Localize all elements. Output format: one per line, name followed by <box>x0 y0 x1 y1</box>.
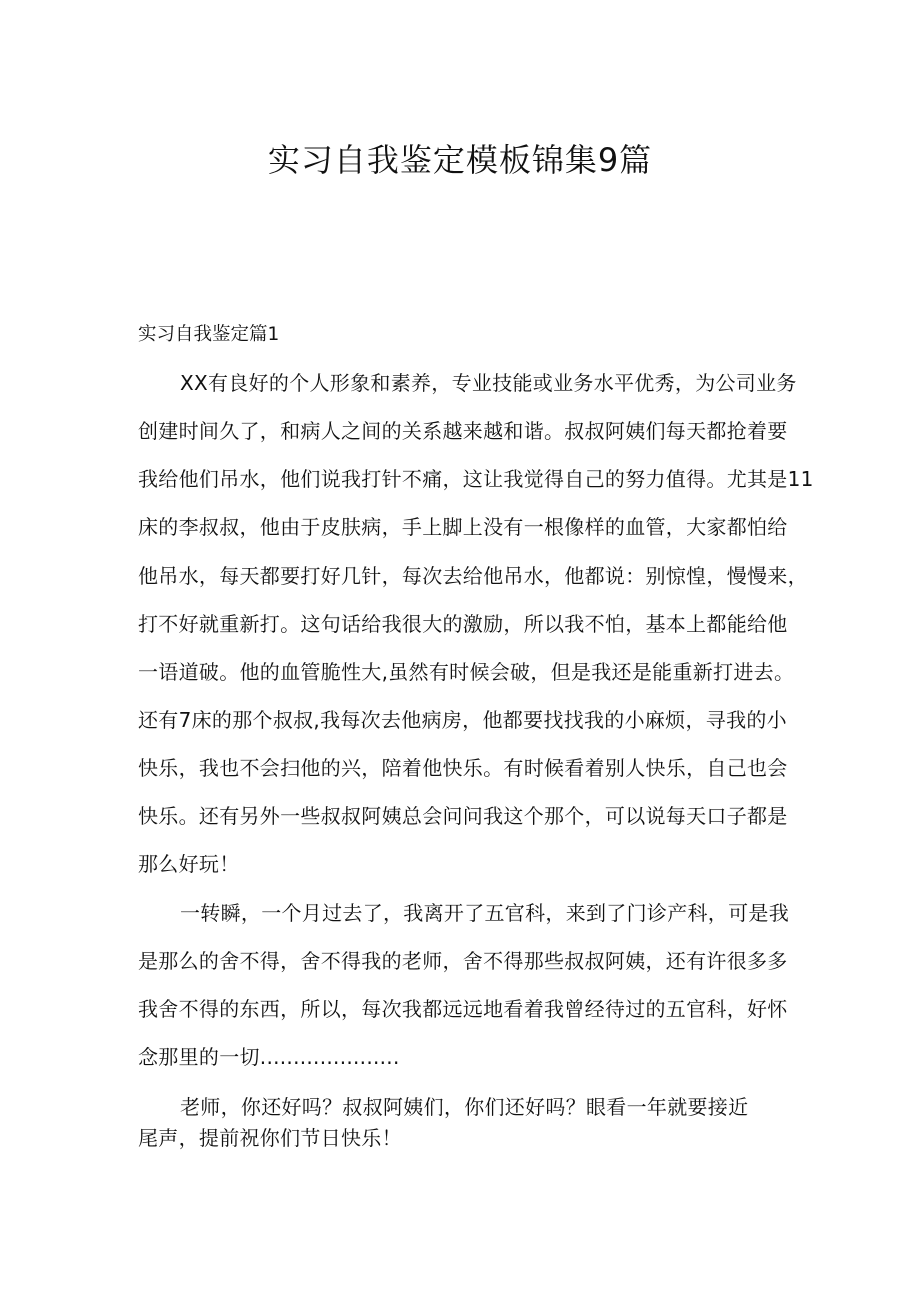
paragraph-2-line: 一转瞬，一个月过去了，我离开了五官科，来到了门诊产科，可是我 <box>180 901 789 925</box>
paragraph-1-line: 创建时间久了，和病人之间的关系越来越和谐。叔叔阿姨们每天都抢着要 <box>138 419 788 443</box>
document-title: 实习自我鉴定模板锦集9篇 <box>267 141 653 179</box>
paragraph-1-line: 床的李叔叔，他由于皮肤病，手上脚上没有一根像样的血管，大家都怕给 <box>138 515 788 539</box>
paragraph-1-line: 我给他们吊水，他们说我打针不痛，这让我觉得自己的努力值得。尤其是11 <box>138 467 814 491</box>
paragraph-1-line: 一语道破。他的血管脆性大,虽然有时候会破，但是我还是能重新打进去。 <box>138 660 795 684</box>
paragraph-1-line: 快乐。还有另外一些叔叔阿姨总会问问我这个那个，可以说每天口子都是 <box>138 804 788 828</box>
paragraph-1-line: 那么好玩！ <box>138 852 240 876</box>
paragraph-1-line: 打不好就重新打。这句话给我很大的激励，所以我不怕，基本上都能给他 <box>138 612 788 636</box>
paragraph-1-line: 快乐，我也不会扫他的兴，陪着他快乐。有时候看着别人快乐，自己也会 <box>138 756 788 780</box>
paragraph-3-line: 尾声，提前祝你们节日快乐！ <box>138 1126 402 1150</box>
paragraph-2-line: 念那里的一切..................... <box>138 1045 400 1069</box>
paragraph-1-line: XX有良好的个人形象和素养，专业技能或业务水平优秀，为公司业务 <box>180 371 797 395</box>
paragraph-3-line: 老师，你还好吗？叔叔阿姨们，你们还好吗？眼看一年就要接近 <box>180 1095 749 1119</box>
paragraph-2-line: 我舍不得的东西，所以，每次我都远远地看着我曾经待过的五官科，好怀 <box>138 997 788 1021</box>
section-heading: 实习自我鉴定篇1 <box>138 324 280 345</box>
paragraph-2-line: 是那么的舍不得，舍不得我的老师，舍不得那些叔叔阿姨，还有许很多多 <box>138 949 788 973</box>
paragraph-1-line: 还有7床的那个叔叔,我每次去他病房，他都要找找我的小麻烦，寻我的小 <box>138 708 787 732</box>
paragraph-1-line: 他吊水，每天都要打好几针，每次去给他吊水，他都说：别惊惶，慢慢来， <box>138 564 808 588</box>
